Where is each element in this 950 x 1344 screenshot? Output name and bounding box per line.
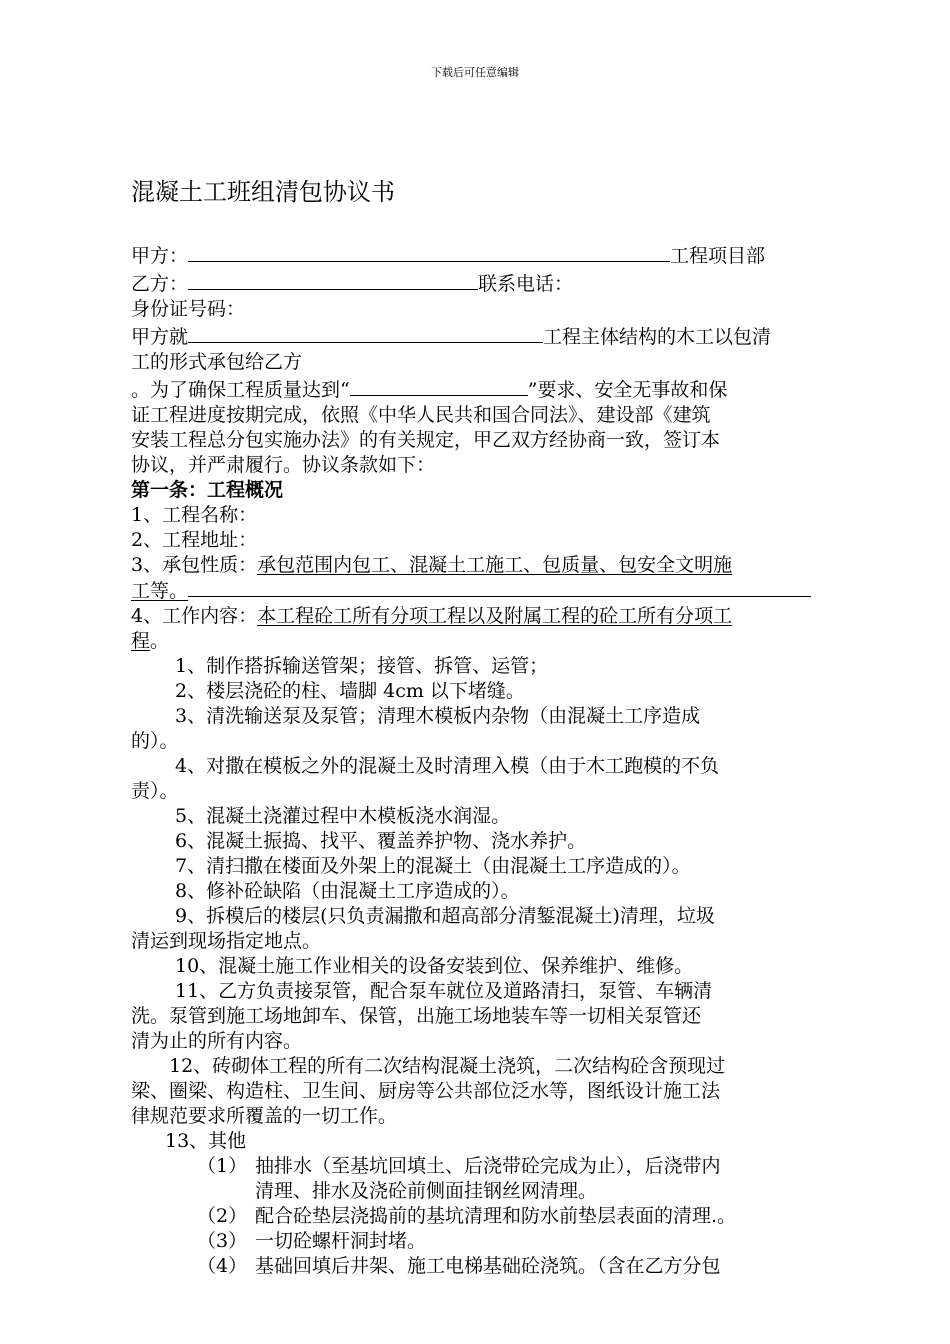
task-11: 11、乙方负责接泵管，配合泵车就位及道路清扫，泵管、车辆清	[175, 980, 713, 1002]
task-12-cont-1: 梁、圈梁、构造柱、卫生间、厨房等公共部位泛水等，图纸设计施工法	[131, 1080, 721, 1102]
sub-item-text	[255, 1204, 836, 1229]
sub-item-line: 一切砼螺杆洞封堵。	[255, 1230, 427, 1252]
sub-item-line: 配合砼垫层浇捣前的基坑清理和防水前垫层表面的清理.。	[255, 1205, 737, 1227]
intro-line-4: 证工程进度按期完成，依照《中华人民共和国合同法》、建设部《建筑	[131, 404, 711, 426]
task-9: 9、拆模后的楼层(只负责漏撒和超高部分清錾混凝土)清理，垃圾	[175, 905, 715, 927]
intro-line-2: 工的形式承包给乙方	[131, 351, 303, 373]
party-a-blank[interactable]	[188, 241, 670, 262]
contract-nature-label: 3、承包性质：	[131, 554, 258, 576]
intro-suffix: 工程主体结构的木工以包清	[543, 326, 772, 348]
task-4: 4、对撒在模板之外的混凝土及时清理入模（由于木工跑模的不负	[175, 755, 720, 777]
task-6: 6、混凝土振捣、找平、覆盖养护物、浇水养护。	[175, 830, 587, 852]
work-content-text: 本工程砼工所有分项工程以及附属工程的砼工所有分项工	[257, 605, 733, 627]
party-b-line	[131, 269, 836, 297]
quality-suffix: ”要求、安全无事故和保	[527, 379, 728, 401]
task-3: 3、清洗输送泵及泵管；清理木模板内杂物（由混凝土工序造成	[175, 705, 701, 727]
task-7: 7、清扫撒在楼面及外架上的混凝土（由混凝土工序造成的）。	[175, 855, 691, 877]
intro-line-3	[131, 375, 836, 403]
sub-item-line: 抽排水（至基坑回填土、后浇带砼完成为止），后浇带内	[255, 1155, 721, 1177]
task-2: 2、楼层浇砼的柱、墙脚 4cm 以下堵缝。	[175, 680, 525, 702]
sub-item-line: 基础回填后井架、施工电梯基础砼浇筑。（含在乙方分包	[255, 1255, 721, 1277]
quality-prefix: 。为了确保工程质量达到“	[131, 379, 350, 401]
article-1-heading: 第一条：工程概况	[131, 479, 284, 501]
contract-nature-rule	[188, 578, 811, 597]
sub-item-number: （2）	[197, 1205, 248, 1227]
party-a-label: 甲方：	[131, 245, 189, 267]
project-address-item: 2、工程地址：	[131, 529, 258, 551]
work-content-text-2: 程	[131, 630, 151, 652]
contract-nature-text-2: 工等。	[131, 580, 189, 602]
contract-nature-text: 承包范围内包工、混凝土工施工、包质量、包安全文明施	[257, 554, 733, 576]
sub-item-line: 清理、排水及浇砼前侧面挂钢丝网清理。	[255, 1180, 598, 1202]
intro-prefix: 甲方就	[131, 326, 189, 348]
task-3-cont: 的）。	[131, 730, 179, 752]
project-name-item: 1、工程名称：	[131, 504, 258, 526]
task-10: 10、混凝土施工作业相关的设备安装到位、保养维护、维修。	[175, 955, 694, 977]
contract-nature-item	[131, 553, 836, 578]
intro-line-6: 协议，并严肃履行。协议条款如下：	[131, 454, 436, 476]
task-12: 12、砖砌体工程的所有二次结构混凝土浇筑，二次结构砼含预现过	[169, 1055, 726, 1077]
sub-item-text	[255, 1154, 836, 1204]
sub-item-number: （1）	[197, 1155, 248, 1177]
work-content-label: 4、工作内容：	[131, 605, 258, 627]
sub-item-text	[255, 1229, 836, 1254]
task-11-cont-2: 清为止的所有内容。	[131, 1030, 303, 1052]
sub-item-number: （4）	[197, 1255, 248, 1277]
contract-nature-cont	[131, 578, 836, 604]
sub-item-text	[255, 1254, 836, 1279]
page-header: 下载后可任意编辑	[431, 66, 519, 79]
quality-blank[interactable]	[350, 375, 528, 396]
document-body	[131, 241, 836, 1279]
party-a-line	[131, 241, 836, 269]
work-content-item	[131, 604, 836, 629]
task-8: 8、修补砼缺陷（由混凝土工序造成的）。	[175, 880, 520, 902]
sub-item-1	[131, 1154, 836, 1204]
task-9-cont: 清运到现场指定地点。	[131, 930, 322, 952]
id-number-line: 身份证号码：	[131, 298, 246, 320]
project-name-blank[interactable]	[188, 322, 543, 343]
phone-label: 联系电话：	[478, 273, 574, 295]
task-1: 1、制作搭拆输送管架；接管、拆管、运管；	[175, 655, 549, 677]
task-11-cont-1: 洗。泵管到施工场地卸车、保管，出施工场地装车等一切相关泵管还	[131, 1005, 702, 1027]
party-b-label: 乙方：	[131, 273, 189, 295]
sub-item-2	[131, 1204, 836, 1229]
task-13: 13、其他	[165, 1130, 247, 1152]
task-12-cont-2: 律规范要求所覆盖的一切工作。	[131, 1105, 398, 1127]
sub-item-number: （3）	[197, 1230, 248, 1252]
intro-line-1	[131, 322, 836, 350]
sub-item-3	[131, 1229, 836, 1254]
work-content-tail: 。	[150, 630, 170, 652]
task-4-cont: 责）。	[131, 780, 179, 802]
party-b-blank[interactable]	[188, 269, 478, 290]
document-title: 混凝土工班组清包协议书	[131, 178, 395, 206]
work-content-cont	[131, 629, 836, 654]
task-5: 5、混凝土浇灌过程中木模板浇水润湿。	[175, 805, 511, 827]
sub-item-4	[131, 1254, 836, 1279]
party-a-suffix: 工程项目部	[670, 245, 766, 267]
intro-line-5: 安装工程总分包实施办法》的有关规定，甲乙双方经协商一致，签订本	[131, 429, 721, 451]
